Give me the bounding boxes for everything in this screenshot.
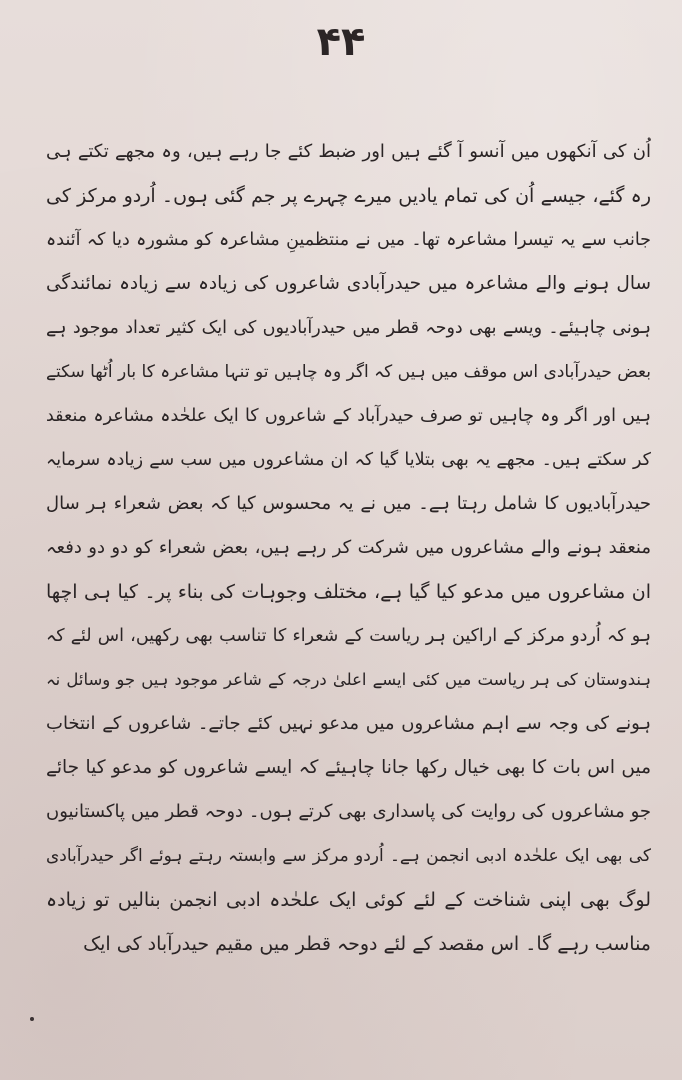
text-line: ہونے کی وجہ سے اہم مشاعروں میں مدعو نہیں کئے جاتے۔ شاعروں کے انتخاب <box>46 713 651 734</box>
body-text <box>46 130 651 966</box>
text-line: ہیں اور اگر وہ چاہیں تو صرف حیدرآباد کے شاعروں کا ایک علحٰدہ مشاعرہ منعقد <box>46 406 651 426</box>
text-line: اُن کی آنکھوں میں آنسو آ گئے ہیں اور ضبط کئے جا رہے ہیں، وہ مجھے تکتے ہی <box>46 141 651 162</box>
text-line: میں اس بات کا بھی خیال رکھا جانا چاہیئے کہ ایسے شاعروں کو مدعو کیا جائے <box>46 757 651 778</box>
text-line: حیدرآبادیوں کا شامل رہتا ہے۔ میں نے یہ محسوس کیا کہ بعض شعراء ہر سال <box>46 493 651 514</box>
text-line: بعض حیدرآبادی اس موقف میں ہیں کہ اگر وہ چاہیں تو تنہا مشاعرہ کا بار اُٹھا سکتے <box>46 362 651 382</box>
text-line: ہو کہ اُردو مرکز کے اراکین ہر ریاست کے شعراء کا تناسب بھی رکھیں، اس لئے کہ <box>46 626 651 646</box>
ink-speck <box>30 1017 34 1021</box>
text-line: جانب سے یہ تیسرا مشاعرہ تھا۔ میں نے منتظمینِ مشاعرہ کو مشورہ دیا کہ آئندہ <box>46 230 651 250</box>
text-line: سال ہونے والے مشاعرہ میں حیدرآبادی شاعروں کی زیادہ سے زیادہ نمائندگی <box>46 273 651 294</box>
text-line: ان مشاعروں میں مدعو کیا گیا ہے، مختلف وجوہات کی بناء پر۔ کیا ہی اچھا <box>46 581 651 603</box>
text-line: مناسب رہے گا۔ اس مقصد کے لئے دوحہ قطر میں مقیم حیدرآباد کی ایک <box>83 933 651 955</box>
text-line: لوگ بھی اپنی شناخت کے لئے کوئی ایک علحٰدہ ادبی انجمن بنالیں تو زیادہ <box>46 889 651 911</box>
text-line: ہونی چاہیئے۔ ویسے بھی دوحہ قطر میں حیدرآبادیوں کی ایک کثیر تعداد موجود ہے <box>46 318 651 338</box>
text-line: کر سکتے ہیں۔ مجھے یہ بھی بتلایا گیا کہ ان مشاعروں میں سب سے زیادہ سرمایہ <box>46 450 651 470</box>
text-line: کی بھی ایک علحٰدہ ادبی انجمن ہے۔ اُردو مرکز سے وابستہ رہتے ہوئے اگر حیدرآبادی <box>46 846 651 866</box>
text-line: رہ گئے، جیسے اُن کی تمام یادیں میرے چہرے پر جم گئی ہوں۔ اُردو مرکز کی <box>46 185 651 207</box>
text-line: جو مشاعروں کی روایت کی پاسداری بھی کرتے ہوں۔ دوحہ قطر میں پاکستانیوں <box>46 801 651 822</box>
text-line: منعقد ہونے والے مشاعروں میں شرکت کر رہے ہیں، بعض شعراء کو دو دو دفعہ <box>46 537 651 558</box>
text-line: ہندوستان کی ہر ریاست میں کئی ایسے اعلیٰ درجہ کے شاعر موجود ہیں جو وسائل نہ <box>46 670 651 689</box>
page-number: ۴۴ <box>316 19 366 65</box>
